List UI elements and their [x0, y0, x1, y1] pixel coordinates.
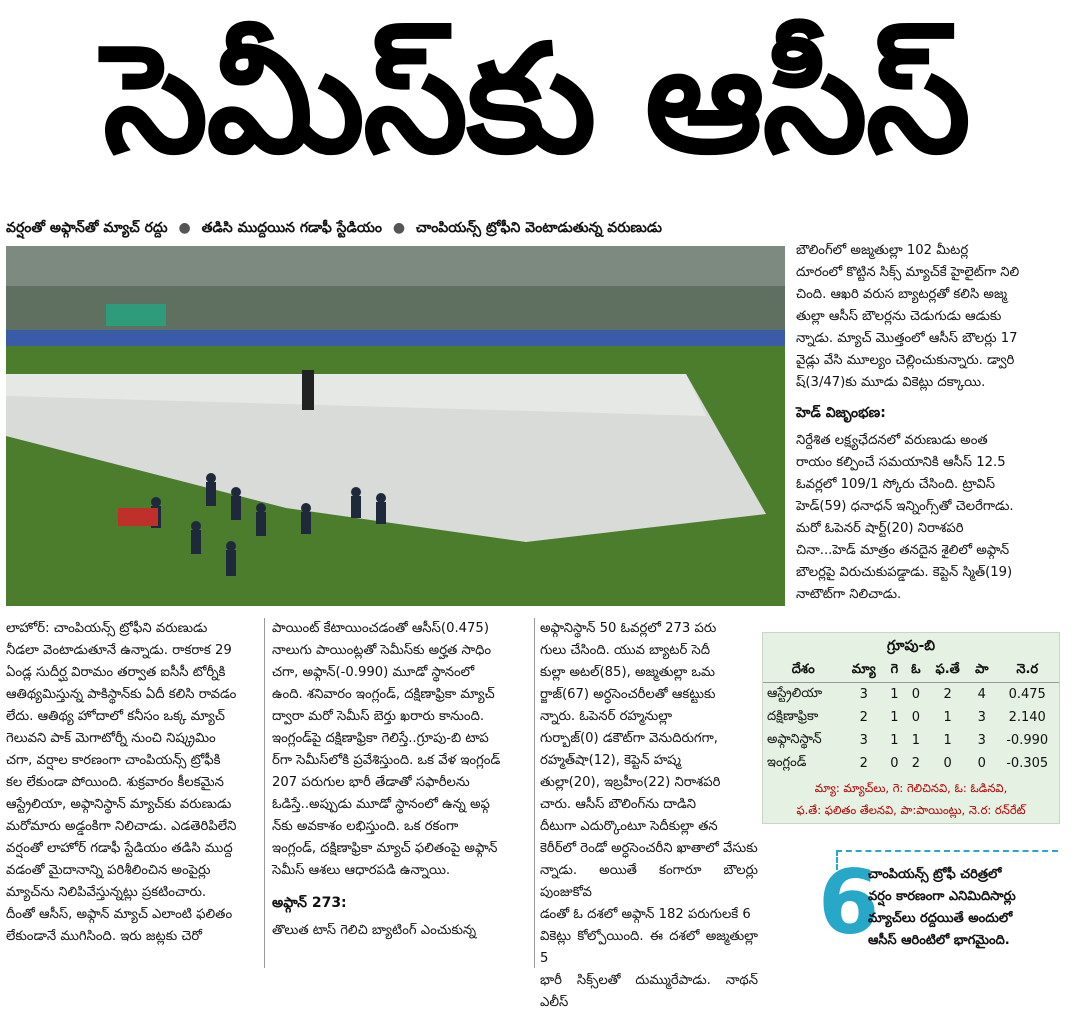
text-line: రహ్మత్‌షా(12), కెప్టెన్ హష్మ	[540, 753, 681, 768]
table-cell: 2	[859, 756, 868, 771]
group-standings-table	[762, 632, 1060, 824]
text-line: రాయం కల్పించే సమయానికి ఆసీస్ 12.5	[796, 455, 1006, 470]
text-line: దీంతో ఆసీస్, అఫ్గాన్ మ్యాచ్ ఎలాంటి ఫలితం	[6, 907, 233, 922]
table-cell: 3	[859, 733, 868, 748]
header-cell: మ్యా	[843, 659, 884, 683]
text-line: వడంతో మైదానాన్ని పరిశీలించిన అంపైర్లు	[6, 863, 211, 878]
bullet-icon: ●	[178, 220, 191, 236]
table-cell: 1	[890, 733, 899, 748]
text-line: న్‌కు అవకాశం లభిస్తుంది. ఒక రకంగా	[272, 819, 459, 834]
text-line: గులు చేసింది. యువ బ్యాటర్ సెదీ	[540, 643, 711, 658]
text-line: ఆతిథ్యమిస్తున్న పాకిస్థాన్‌కు ఏదీ కలిసి రావడం	[6, 687, 237, 702]
article-column-1	[6, 618, 258, 948]
header-cell: ఓ	[905, 659, 927, 683]
text-line: 207 పరుగుల భారీ తేడాతో సఫారీలను	[272, 775, 470, 790]
header-cell: పా	[968, 659, 995, 683]
table-row	[763, 752, 1059, 775]
subheadline	[6, 214, 786, 242]
text-line: నాటౌట్‌గా నిలిచాడు.	[796, 587, 902, 602]
table-cell: 1	[890, 687, 899, 702]
legend-line: మ్యా: మ్యాచ్‌లు, గె: గెలిచినవి, ఓ: ఓడినవి,	[814, 781, 1008, 795]
table-cell: అఫ్గానిస్థాన్	[767, 731, 822, 747]
table-cell: 0	[977, 756, 986, 771]
table-cell: 3	[859, 687, 868, 702]
table-legend	[763, 775, 1059, 823]
text-line: ఓవర్లలో 109/1 స్కోరు చేసింది. ట్రావిస్	[796, 477, 996, 492]
stadium-rain-photo	[6, 246, 785, 606]
text-line: ద్వారా మరో సెమీస్ బెర్తు ఖరారు కానుంది.	[272, 709, 485, 724]
text-line: వైడ్లు వేసి మూల్యం చెల్లించుకున్నారు. డ్వారి	[796, 353, 1015, 368]
standings-grid	[763, 659, 1059, 775]
text-line: డంతో ఓ దశలో అఫ్గాన్ 182 పరుగులకే 6	[540, 907, 751, 922]
text-line: తొలుత టాస్ గెలిచి బ్యాటింగ్ ఎంచుకున్న	[272, 923, 477, 938]
header-cell: దేశం	[763, 659, 843, 683]
text-line: న్నాడు. మ్యాచ్ మొత్తంలో ఆసీస్ బౌలర్లు 17	[796, 331, 1018, 346]
stadium-photo-svg	[6, 246, 785, 606]
section-title: అఫ్గాన్ 273:	[272, 895, 347, 911]
bullet-icon: ●	[392, 220, 406, 236]
table-cell: 0	[890, 756, 899, 771]
table-cell: 1	[911, 733, 921, 748]
text-line: చారు. ఆసీస్ బౌలింగ్‌ను దాడిని	[540, 797, 696, 812]
text-line: ఉంది. శనివారం ఇంగ్లండ్, దక్షిణాఫ్రికా మ్యాచ్	[272, 687, 495, 702]
article-column-2	[272, 618, 528, 942]
text-line: నిర్దేశిత లక్ష్యఛేదనలో వరుణుడు అంత	[796, 433, 988, 448]
text-line: ఓడిస్తే..అప్పుడు మూడో స్థానంలో ఉన్న అఫ్గ	[272, 797, 490, 812]
text-line: ఇంగ్లండ్‌పై దక్షిణాఫ్రికా గెలిస్తే..గ్రూపు-బి టాప	[272, 731, 489, 746]
text-line: వికెట్లు కోల్పోయింది. ఈ దశలో అజ్మతుల్లా 5	[540, 929, 758, 966]
table-cell: ఇంగ్లండ్	[767, 754, 807, 770]
text-line: గెలువని పాక్ మెగాటోర్నీ నుంచి నిష్క్రమిం	[6, 731, 216, 746]
table-cell: 1	[890, 710, 899, 725]
text-line: చినా...హెడ్ మాత్రం తనదైన శైలిలో అఫ్గాన్	[796, 543, 1010, 558]
text-line: తుల్లా(20), ఇబ్రహీం(22) నిరాశపరి	[540, 775, 721, 790]
text-line: సెమీస్ ఆశలు ఆధారపడి ఉన్నాయి.	[272, 863, 451, 878]
text-line: కెరీర్‌లో రెండో అర్ధసెంచరీని ఖాతాలో వేసుకు	[540, 841, 758, 856]
text-line: చింది. ఆఖరి వరుస బ్యాటర్లతో కలిసి అజ్మ	[796, 287, 1008, 302]
table-header-row	[763, 659, 1059, 683]
text-line: చగా, అఫ్గాన్(-0.990) మూడో స్థానంలో	[272, 665, 475, 680]
fact-number: 6	[818, 851, 880, 954]
text-line: మరోమారు అడ్డంకిగా నిలిచాడు. ఎడతెరిపిలేని	[6, 819, 237, 834]
text-line: లాహోర్: చాంపియన్స్ ట్రోఫీని వరుణుడు	[6, 621, 208, 636]
column-divider	[264, 618, 265, 968]
table-cell: 4	[977, 687, 986, 702]
table-cell: -0.990	[1006, 733, 1049, 748]
text-line: ర్‌గా సెమీస్‌లోకి ప్రవేశిస్తుంది. ఒక వేళ ఇంగ్లండ్	[272, 753, 501, 768]
table-row	[763, 683, 1059, 707]
fact-line: వర్షం కారణంగా ఎనిమిదిసార్లు	[868, 889, 1016, 904]
table-cell: 3	[977, 710, 986, 725]
text-line: నాలుగు పాయింట్లతో సెమీస్‌కు అర్హత సాధిం	[272, 643, 492, 658]
text-line: బౌలర్లపై విరుచుకుపడ్డాడు. కెప్టెన్ స్మిత్(19)	[796, 565, 1013, 580]
text-line: ష్(3/47)కు మూడు వికెట్లు దక్కాయి.	[796, 375, 986, 390]
table-cell: 2	[859, 710, 868, 725]
text-line: ఇంగ్లండ్, దక్షిణాఫ్రికా మ్యాచ్ ఫలితంపై అఫ్గాన్	[272, 841, 498, 856]
fact-line: చాంపియన్స్ ట్రోఫీ చరిత్రలో	[868, 867, 1002, 882]
table-cell: 0	[943, 756, 952, 771]
text-line: తుల్లా ఆసీస్ బౌలర్లను చెడుగుడు ఆడుకు	[796, 309, 1002, 324]
fact-line: ఆసీస్ ఆరింటిలో భాగమైంది.	[868, 933, 1010, 948]
table-title: గ్రూపు-బి	[886, 638, 936, 654]
text-line: బౌలింగ్‌లో అజ్మతుల్లా 102 మీటర్ల	[796, 243, 969, 258]
text-line: ర్జాజ్(67) అర్ధసెంచరీలతో ఆకట్టుకు	[540, 687, 716, 702]
text-line: హెడ్(59) ధనాధన్ ఇన్నింగ్స్‌తో చెలరేగాడు.	[796, 499, 1014, 514]
table-cell: 0	[911, 687, 921, 702]
text-line: నీడలా వెంటాడుతూనే ఉన్నాడు. రాకరాక 29	[6, 643, 232, 658]
right-column	[796, 240, 1058, 606]
text-line: న్నారు. ఓపెనర్ రహ్మనుల్లా	[540, 709, 673, 724]
subhead-1: వర్షంతో అఫ్గాన్‌తో మ్యాచ్ రద్దు	[6, 220, 168, 236]
legend-line: ఫ.తే: ఫలితం తేలనవి, పా:పాయింట్లు, నె.ర: రన్‌రేట్	[796, 803, 1026, 817]
table-cell: 2	[911, 756, 921, 771]
text-line: చగా, వర్షాల కారణంగా చాంపియన్స్ ట్రోఫీకి	[6, 753, 221, 768]
text-line: కుల్లా అటల్(85), అజ్మతుల్లా ఒమ	[540, 665, 716, 680]
table-cell: 1	[943, 733, 952, 748]
column-divider	[534, 618, 535, 968]
text-line: ఏండ్ల సుదీర్ఘ విరామం తర్వాత ఐసీసీ టోర్నీకి	[6, 665, 226, 680]
text-line: గుర్బాజ్(0) డకౌట్‌గా వెనుదిరుగగా,	[540, 731, 718, 746]
table-row	[763, 729, 1059, 752]
header-cell: గె	[884, 659, 905, 683]
table-cell: 2.140	[1008, 710, 1046, 725]
table-row	[763, 706, 1059, 729]
table-cell: 0.475	[1008, 687, 1046, 702]
subhead-2: తడిసి ముద్దయిన గడాఫీ స్టేడియం	[201, 220, 382, 236]
text-line: వర్షంతో లాహోర్ గడాఫీ స్టేడియం తడిసి ముద్ద	[6, 841, 233, 856]
section-title: హెడ్ విజృంభణ:	[796, 405, 886, 421]
header-cell: నె.ర	[995, 659, 1059, 683]
text-line: దూరంలో కొట్టిన సిక్స్ మ్యాచ్‌కే హైలైట్‌గా నిలి	[796, 265, 1020, 280]
headline: సెమీస్‌కు ఆసీస్	[102, 13, 970, 187]
text-line: లేకుండానే ముగిసింది. ఇరు జట్లకు చెరో	[6, 929, 202, 944]
fact-text	[868, 864, 1058, 952]
text-line: న్నాడు. అయితే కంగారూ బౌలర్లు పుంజుకోవ	[540, 863, 758, 900]
text-line: పాయింట్ కేటాయించడంతో ఆసీస్(0.475)	[272, 621, 489, 636]
article-column-3	[540, 618, 758, 1014]
table-cell: 2	[943, 687, 952, 702]
table-cell: 0	[911, 710, 921, 725]
fact-line: మ్యాచ్‌లు రద్దయితే అందులో	[868, 911, 1013, 926]
text-line: ఆస్ట్రేలియా, అఫ్గానిస్థాన్ మ్యాచ్‌కు వరుణుడు	[6, 797, 232, 812]
subhead-3: చాంపియన్స్ ట్రోఫీని వెంటాడుతున్న వరుణుడు	[415, 220, 663, 236]
text-line: కల లేకుండా పోయింది. శుక్రవారం కీలకమైన	[6, 775, 224, 790]
table-cell: దక్షిణాఫ్రికా	[767, 708, 819, 724]
table-cell: ఆస్ట్రేలియా	[767, 685, 823, 701]
text-line: లేదు. ఆతిథ్య హోదాలో కనీసం ఒక్క మ్యాచ్	[6, 709, 225, 724]
text-line: భారీ సిక్స్‌లతో దుమ్మురేపాడు. నాథన్ ఎలీస్	[540, 973, 758, 1010]
table-cell: -0.305	[1006, 756, 1049, 771]
header-cell: ఫ.తే	[927, 659, 968, 683]
table-cell: 3	[977, 733, 986, 748]
table-cell: 1	[943, 710, 952, 725]
text-line: మ్యాచ్‌ను నిలిపివేస్తున్నట్లు ప్రకటించారు.	[6, 885, 207, 900]
text-line: అఫ్గానిస్థాన్ 50 ఓవర్లలో 273 పరు	[540, 621, 717, 636]
text-line: దీటుగా ఎదుర్కొంటూ సెదీకుల్లా తన	[540, 819, 718, 834]
text-line: మరో ఓపెనర్ షార్ట్(20) నిరాశపరి	[796, 521, 964, 536]
